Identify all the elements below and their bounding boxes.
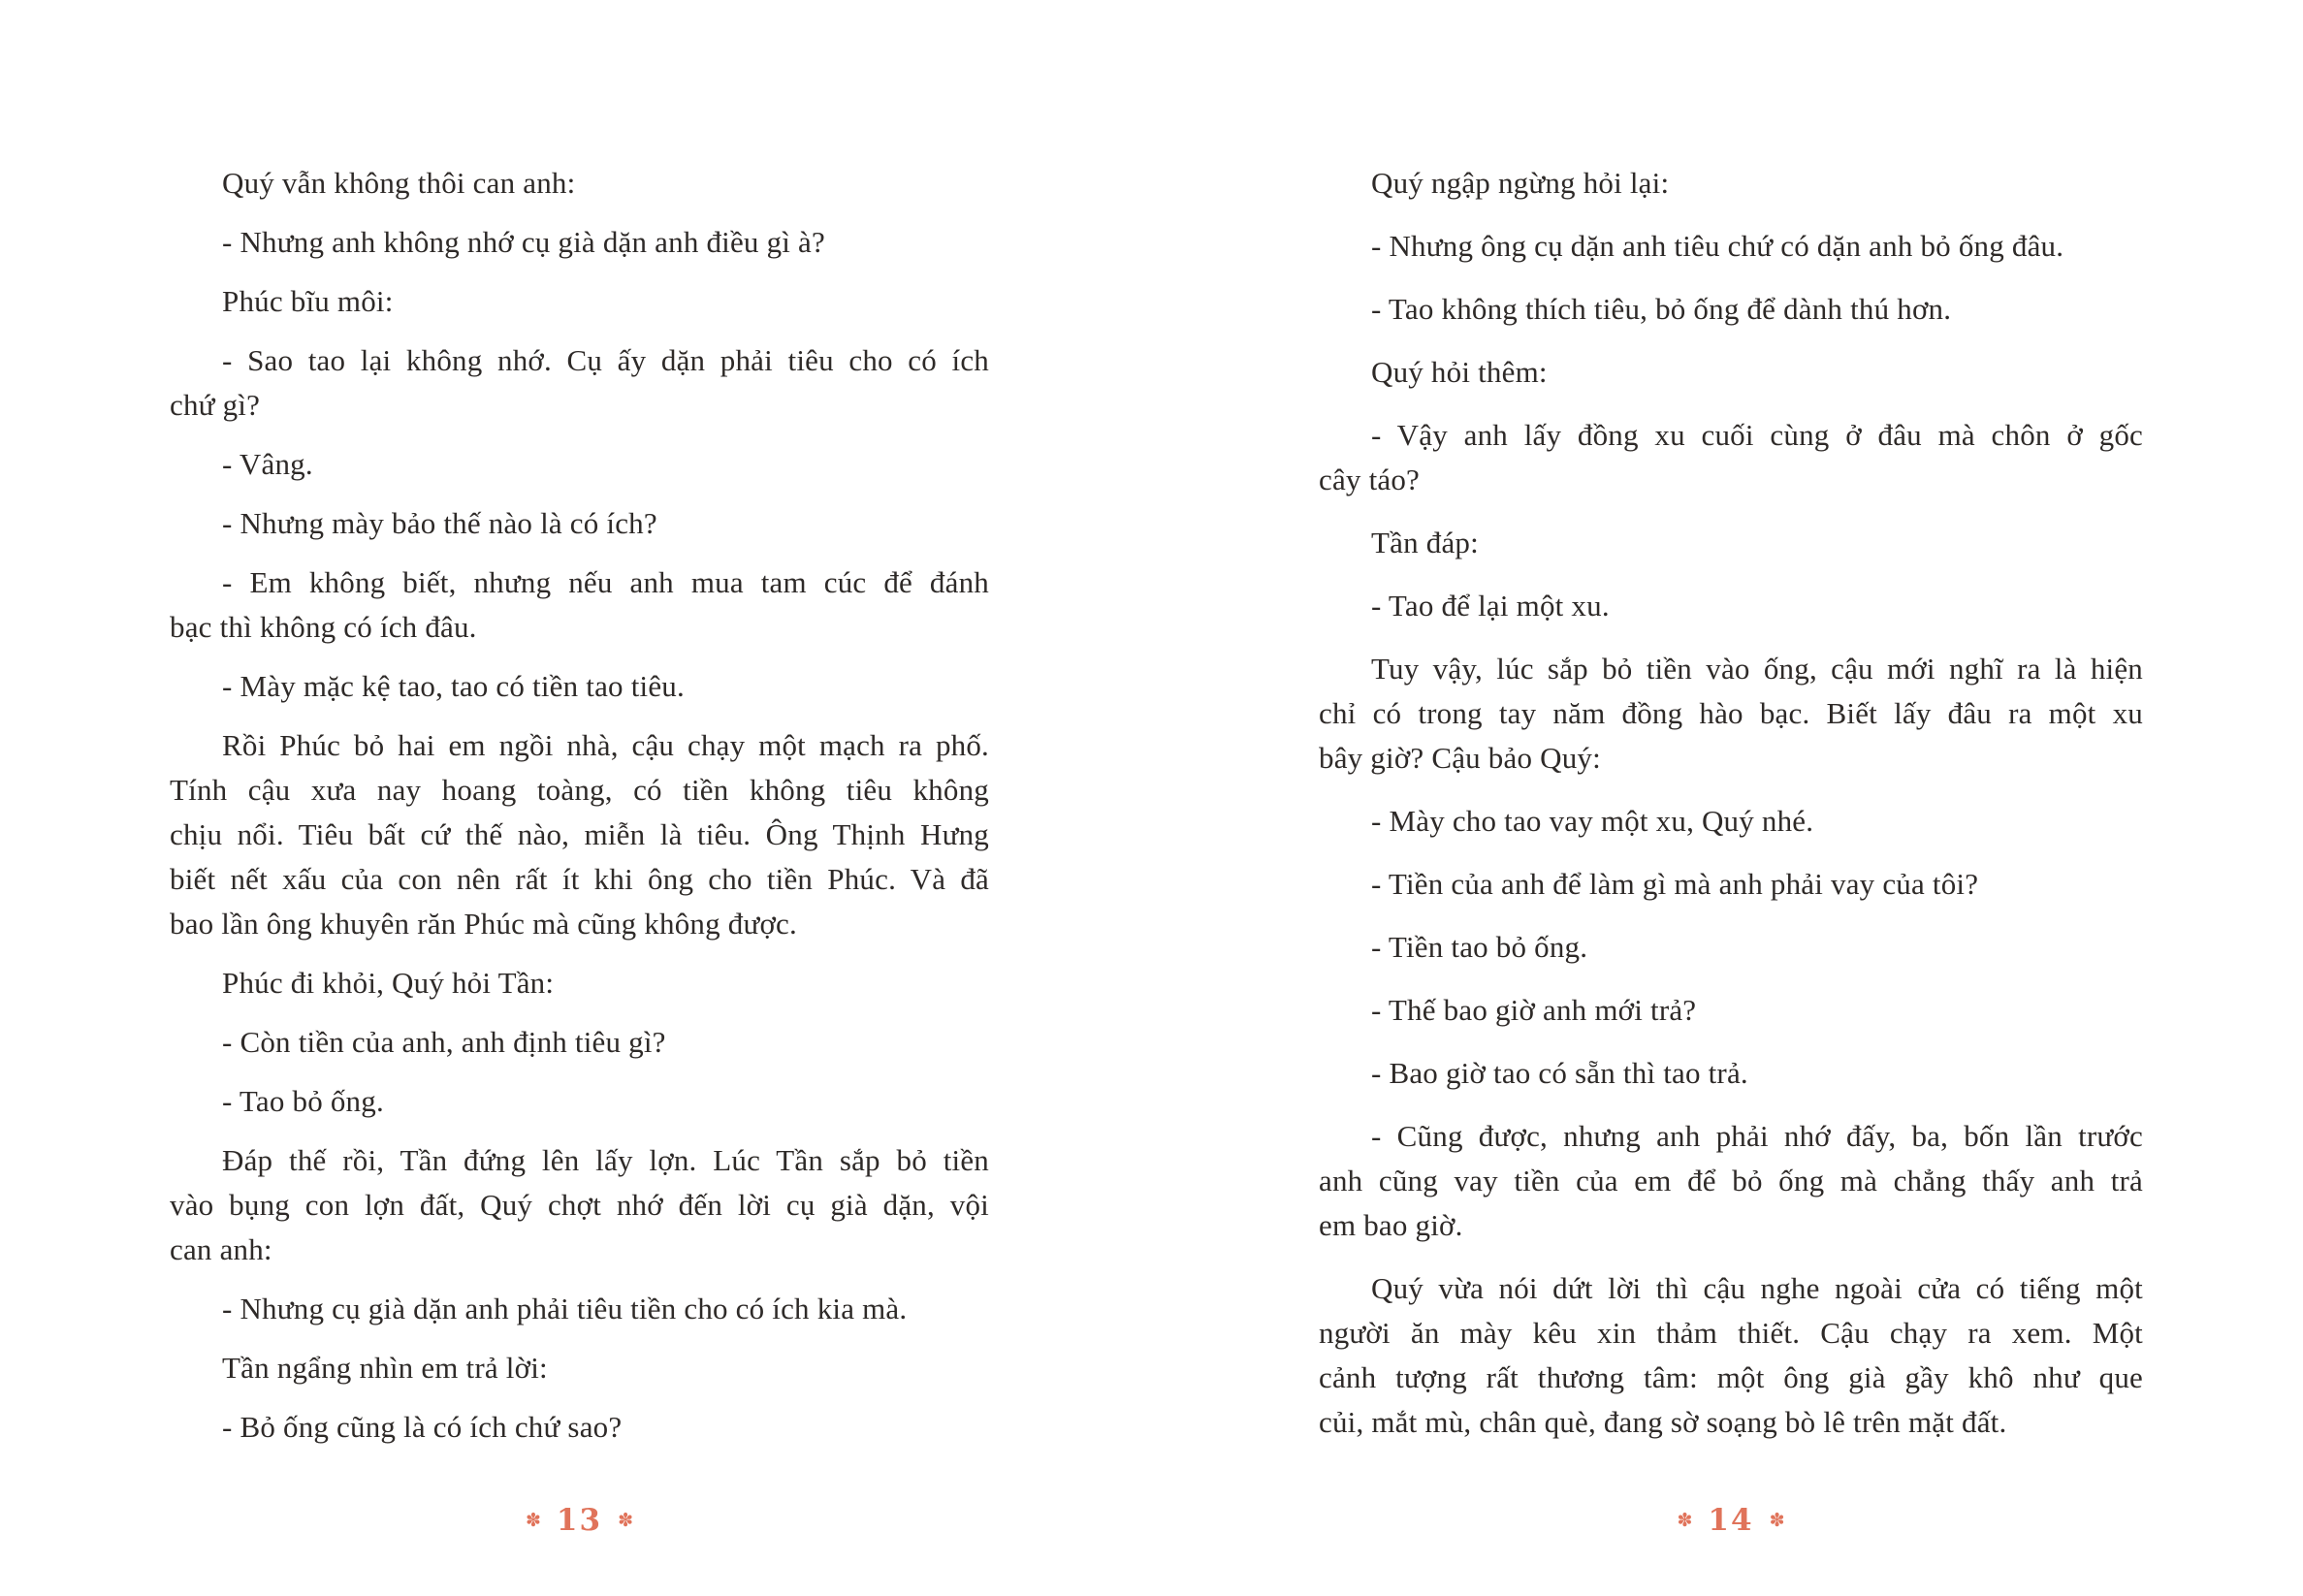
page-number: 13 bbox=[556, 1503, 603, 1538]
text-line: - Mày cho tao vay một xu, Quý nhé. bbox=[1371, 804, 1814, 838]
paragraph bbox=[170, 1079, 989, 1124]
text-line: bây giờ? Cậu bảo Quý: bbox=[1319, 741, 1601, 775]
text-line: Phúc bĩu môi: bbox=[222, 284, 394, 318]
folio-ornament-icon: ✽ bbox=[1677, 1510, 1693, 1531]
text-line: em bao giờ. bbox=[1319, 1208, 1463, 1242]
text-line: Tuy vậy, lúc sắp bỏ tiền vào ống, cậu mới nghĩ ra là hiện bbox=[1371, 652, 2143, 686]
paragraph bbox=[170, 1138, 989, 1272]
text-line: - Tao bỏ ống. bbox=[222, 1084, 384, 1118]
text-line: bạc thì không có ích đâu. bbox=[170, 610, 477, 644]
paragraph bbox=[170, 664, 989, 709]
paragraph bbox=[170, 338, 989, 428]
text-line: vào bụng con lợn đất, Quý chợt nhớ đến lời cụ già dặn, vội bbox=[170, 1188, 989, 1222]
paragraph bbox=[1319, 1266, 2143, 1445]
text-line: - Nhưng cụ già dặn anh phải tiêu tiền cho có ích kia mà. bbox=[222, 1292, 908, 1325]
text-line: Quý hỏi thêm: bbox=[1371, 355, 1548, 389]
paragraph bbox=[170, 1346, 989, 1390]
paragraph bbox=[170, 961, 989, 1005]
text-line: - Vậy anh lấy đồng xu cuối cùng ở đâu mà chôn ở gốc bbox=[1371, 418, 2143, 452]
paragraph bbox=[1319, 1114, 2143, 1248]
paragraph bbox=[170, 501, 989, 546]
text-line: củi, mắt mù, chân què, đang sờ soạng bò lê trên mặt đất. bbox=[1319, 1405, 2007, 1439]
text-line: - Còn tiền của anh, anh định tiêu gì? bbox=[222, 1025, 666, 1059]
text-line: - Tiền tao bỏ ống. bbox=[1371, 930, 1588, 964]
text-line: Phúc đi khỏi, Quý hỏi Tần: bbox=[222, 966, 555, 1000]
text-line: anh cũng vay tiền của em để bỏ ống mà chẳng thấy anh trả bbox=[1319, 1164, 2143, 1197]
text-line: chứ gì? bbox=[170, 388, 261, 422]
paragraph bbox=[1319, 350, 2143, 395]
text-line: - Nhưng mày bảo thế nào là có ích? bbox=[222, 506, 657, 540]
folio-ornament-icon: ✽ bbox=[526, 1510, 541, 1531]
paragraph bbox=[1319, 161, 2143, 206]
text-line: - Em không biết, nhưng nếu anh mua tam cúc để đánh bbox=[222, 565, 989, 599]
paragraph bbox=[170, 279, 989, 324]
text-line: bao lần ông khuyên răn Phúc mà cũng không được. bbox=[170, 907, 797, 941]
text-line: - Mày mặc kệ tao, tao có tiền tao tiêu. bbox=[222, 669, 685, 703]
paragraph bbox=[1319, 224, 2143, 269]
paragraph bbox=[1319, 988, 2143, 1033]
page-left-text-block bbox=[170, 161, 989, 1450]
text-line: - Cũng được, nhưng anh phải nhớ đấy, ba, bốn lần trước bbox=[1371, 1119, 2143, 1153]
page-number-left bbox=[170, 1503, 989, 1538]
text-line: - Tao không thích tiêu, bỏ ống để dành thú hơn. bbox=[1371, 292, 1952, 326]
text-line: cảnh tượng rất thương tâm: một ông già gầy khô như que bbox=[1319, 1360, 2143, 1394]
text-line: can anh: bbox=[170, 1232, 272, 1266]
paragraph bbox=[170, 442, 989, 487]
paragraph bbox=[170, 161, 989, 206]
text-line: Tính cậu xưa nay hoang toàng, có tiền không tiêu không bbox=[170, 773, 989, 807]
text-line: biết nết xấu của con nên rất ít khi ông cho tiền Phúc. Và đã bbox=[170, 862, 989, 896]
text-line: - Tiền của anh để làm gì mà anh phải vay của tôi? bbox=[1371, 867, 1979, 901]
text-line: Quý ngập ngừng hỏi lại: bbox=[1371, 166, 1670, 200]
folio-ornament-icon: ✽ bbox=[1769, 1510, 1785, 1531]
paragraph bbox=[1319, 647, 2143, 781]
paragraph bbox=[170, 560, 989, 650]
text-line: Rồi Phúc bỏ hai em ngồi nhà, cậu chạy một mạch ra phố. bbox=[222, 728, 989, 762]
text-line: - Sao tao lại không nhớ. Cụ ấy dặn phải tiêu cho có ích bbox=[222, 343, 989, 377]
text-line: chỉ có trong tay năm đồng hào bạc. Biết lấy đâu ra một xu bbox=[1319, 696, 2143, 730]
text-line: - Tao để lại một xu. bbox=[1371, 589, 1610, 622]
text-line: cây táo? bbox=[1319, 463, 1420, 496]
paragraph bbox=[170, 1020, 989, 1065]
paragraph bbox=[1319, 413, 2143, 502]
page-right-text-block bbox=[1319, 161, 2143, 1463]
paragraph bbox=[1319, 862, 2143, 907]
paragraph bbox=[1319, 287, 2143, 332]
text-line: - Nhưng ông cụ dặn anh tiêu chứ có dặn anh bỏ ống đâu. bbox=[1371, 229, 2064, 263]
text-line: - Bao giờ tao có sẵn thì tao trả. bbox=[1371, 1056, 1748, 1090]
text-line: - Thế bao giờ anh mới trả? bbox=[1371, 993, 1697, 1027]
text-line: Tần đáp: bbox=[1371, 526, 1479, 559]
text-line: Quý vẫn không thôi can anh: bbox=[222, 166, 576, 200]
paragraph bbox=[170, 220, 989, 265]
text-line: chịu nổi. Tiêu bất cứ thế nào, miễn là tiêu. Ông Thịnh Hưng bbox=[170, 817, 989, 851]
page-number: 14 bbox=[1708, 1503, 1754, 1538]
paragraph bbox=[1319, 584, 2143, 628]
text-line: - Vâng. bbox=[222, 447, 313, 481]
text-line: Quý vừa nói dứt lời thì cậu nghe ngoài cửa có tiếng một bbox=[1371, 1271, 2143, 1305]
paragraph bbox=[1319, 521, 2143, 565]
paragraph bbox=[170, 1287, 989, 1331]
page-number-right bbox=[1319, 1503, 2143, 1538]
paragraph bbox=[170, 723, 989, 946]
text-line: Tần ngẩng nhìn em trả lời: bbox=[222, 1351, 548, 1385]
text-line: người ăn mày kêu xin thảm thiết. Cậu chạy ra xem. Một bbox=[1319, 1316, 2143, 1350]
text-line: - Nhưng anh không nhớ cụ già dặn anh điều gì à? bbox=[222, 225, 825, 259]
paragraph bbox=[1319, 799, 2143, 844]
paragraph bbox=[1319, 925, 2143, 970]
paragraph bbox=[170, 1405, 989, 1450]
paragraph bbox=[1319, 1051, 2143, 1096]
folio-ornament-icon: ✽ bbox=[618, 1510, 633, 1531]
text-line: - Bỏ ống cũng là có ích chứ sao? bbox=[222, 1410, 623, 1444]
text-line: Đáp thế rồi, Tần đứng lên lấy lợn. Lúc Tần sắp bỏ tiền bbox=[222, 1143, 989, 1177]
